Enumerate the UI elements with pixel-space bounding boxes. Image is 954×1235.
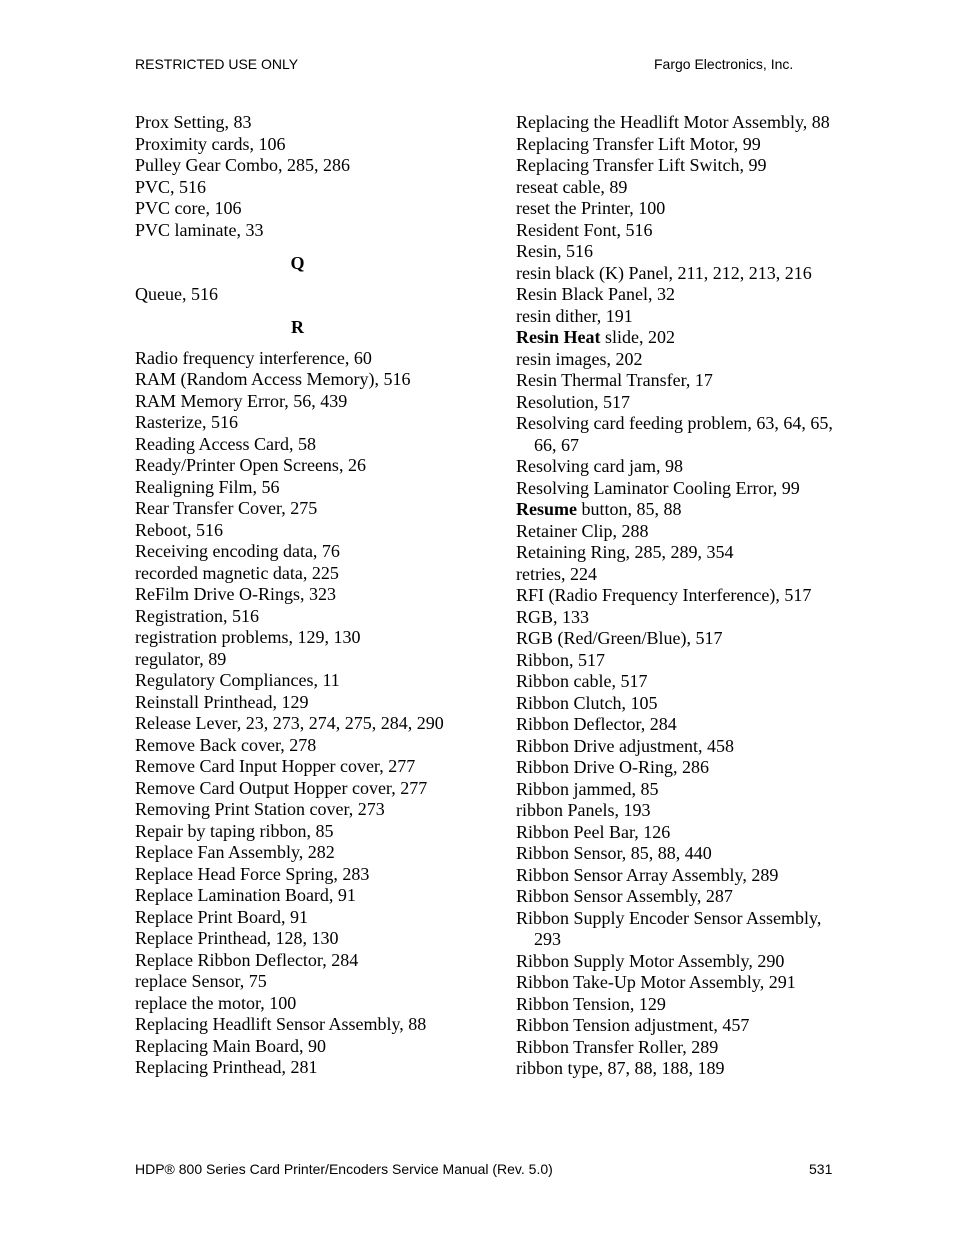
index-entry: resin dither, 191 [516,305,633,326]
index-entry [516,499,846,521]
index-entry-bold: Resin Heat [516,327,601,347]
index-entry: Receiving encoding data, 76 [135,541,340,561]
index-entry: ribbon type, 87, 88, 188, 189 [516,1058,725,1078]
index-entry: Replacing Headlift Sensor Assembly, 88 [135,1014,427,1034]
index-entry: RFI (Radio Frequency Interference), 517 [516,585,812,605]
footer-manual-title: HDP® 800 Series Card Printer/Encoders Service Manual (Rev. 5.0) [135,1161,553,1177]
index-entry: resin images, 202 [516,348,643,369]
index-entry: Replacing Transfer Lift Motor, 99 [516,133,761,154]
index-entry: regulator, 89 [135,648,227,669]
index-entry: Replacing the Headlift Motor Assembly, 88 [516,112,830,132]
index-entry: Pulley Gear Combo, 285, 286 [135,155,350,175]
index-entry: PVC laminate, 33 [135,219,264,240]
index-entry: replace the motor, 100 [135,992,297,1013]
index-entry: Ribbon Supply Encoder Sensor Assembly, 293 [516,907,822,949]
index-entry: Release Lever, 23, 273, 274, 275, 284, 290 [135,713,444,733]
index-entry: Resolving Laminator Cooling Error, 99 [516,477,800,498]
index-entry: Resin, 516 [516,241,594,261]
index-entry: RAM (Random Access Memory), 516 [135,369,411,389]
index-entry: Ribbon Tension, 129 [516,993,666,1014]
index-group-q [135,284,480,306]
index-entry: Ribbon Clutch, 105 [516,692,658,713]
index-entry: ReFilm Drive O-Rings, 323 [135,584,336,604]
index-entry: Prox Setting, 83 [135,112,252,132]
index-entry: registration problems, 129, 130 [135,627,361,647]
index-entry: Removing Print Station cover, 273 [135,799,385,819]
index-entry: Resin Thermal Transfer, 17 [516,370,713,390]
index-entry: Ribbon Deflector, 284 [516,714,677,734]
index-entry: Rear Transfer Cover, 275 [135,498,318,518]
index-entry: Ribbon, 517 [516,649,606,670]
index-entry: Registration, 516 [135,605,259,626]
header-restricted: RESTRICTED USE ONLY [135,56,299,72]
index-letter-heading: R [291,317,304,337]
index-entry: replace Sensor, 75 [135,971,267,991]
index-entry: Reading Access Card, 58 [135,433,316,454]
index-entry: Ribbon Drive adjustment, 458 [516,735,734,756]
index-group-r-cont [516,112,846,327]
index-entry: Rasterize, 516 [135,412,238,432]
index-entry: Replace Ribbon Deflector, 284 [135,949,359,970]
index-entry: Replace Printhead, 128, 130 [135,928,339,948]
index-entry: Repair by taping ribbon, 85 [135,820,334,841]
index-entry: Ready/Printer Open Screens, 26 [135,455,366,475]
index-entry: Regulatory Compliances, 11 [135,670,340,690]
index-entry: Resolving card feeding problem, 63, 64, 65, 66, 67 [516,413,833,455]
index-entry-rest: slide, 202 [600,327,675,347]
index-entry-bold: Resume [516,499,577,519]
index-entry: retries, 224 [516,563,597,584]
index-group-r-cont [516,521,846,1080]
index-entry: Ribbon Tension adjustment, 457 [516,1015,750,1035]
index-entry: resin black (K) Panel, 211, 212, 213, 216 [516,262,812,283]
index-entry: recorded magnetic data, 225 [135,562,339,583]
index-entry: Ribbon Peel Bar, 126 [516,821,671,842]
index-entry: Remove Card Output Hopper cover, 277 [135,777,428,798]
index-entry: Ribbon Transfer Roller, 289 [516,1036,719,1057]
index-entry: RGB, 133 [516,606,590,627]
index-entry: Remove Card Input Hopper cover, 277 [135,756,416,776]
index-entry: Ribbon Take-Up Motor Assembly, 291 [516,972,796,992]
index-entry: Replacing Transfer Lift Switch, 99 [516,155,767,175]
index-entry: Replace Fan Assembly, 282 [135,842,335,862]
index-entry: RAM Memory Error, 56, 439 [135,390,348,411]
index-entry: Ribbon Supply Motor Assembly, 290 [516,950,785,971]
index-entry: Ribbon jammed, 85 [516,778,659,799]
index-column-right [516,112,846,1080]
index-entry: ribbon Panels, 193 [516,800,651,820]
index-entry: PVC core, 106 [135,198,242,218]
index-entry: Radio frequency interference, 60 [135,347,372,368]
index-entry-rest: button, 85, 88 [577,499,682,519]
index-entry: Replacing Printhead, 281 [135,1057,318,1077]
index-entry: RGB (Red/Green/Blue), 517 [516,628,723,648]
index-group-r-cont [516,349,846,500]
index-entry: Ribbon Sensor Assembly, 287 [516,886,733,906]
index-entry: Resident Font, 516 [516,219,653,240]
index-entry: Resolution, 517 [516,391,631,412]
index-entry: Ribbon cable, 517 [516,671,648,691]
index-entry: Retaining Ring, 285, 289, 354 [516,542,734,562]
index-entry [516,327,846,349]
index-entry: PVC, 516 [135,176,207,197]
index-letter-heading: Q [290,253,305,273]
index-entry: Ribbon Sensor Array Assembly, 289 [516,864,779,885]
index-column-left [135,112,480,1079]
index-group-r [135,348,480,1079]
index-entry: Retainer Clip, 288 [516,520,649,541]
index-entry: Queue, 516 [135,283,218,304]
index-entry: Resolving card jam, 98 [516,456,683,476]
index-entry: Remove Back cover, 278 [135,734,317,755]
index-entry: reset the Printer, 100 [516,198,666,218]
index-entry: Reboot, 516 [135,519,223,540]
index-entry: Replace Lamination Board, 91 [135,885,356,905]
index-entry: Replace Head Force Spring, 283 [135,863,370,884]
index-group-p [135,112,480,241]
index-entry: Resin Black Panel, 32 [516,284,675,304]
index-entry: Ribbon Sensor, 85, 88, 440 [516,843,712,863]
index-entry: reseat cable, 89 [516,176,628,197]
index-entry: Ribbon Drive O-Ring, 286 [516,757,709,777]
index-entry: Replacing Main Board, 90 [135,1035,326,1056]
index-entry: Replace Print Board, 91 [135,906,308,927]
index-entry: Realigning Film, 56 [135,476,280,497]
header-company: Fargo Electronics, Inc. [654,56,794,72]
index-entry: Reinstall Printhead, 129 [135,691,309,712]
index-entry: Proximity cards, 106 [135,133,286,154]
page-number: 531 [809,1161,833,1177]
